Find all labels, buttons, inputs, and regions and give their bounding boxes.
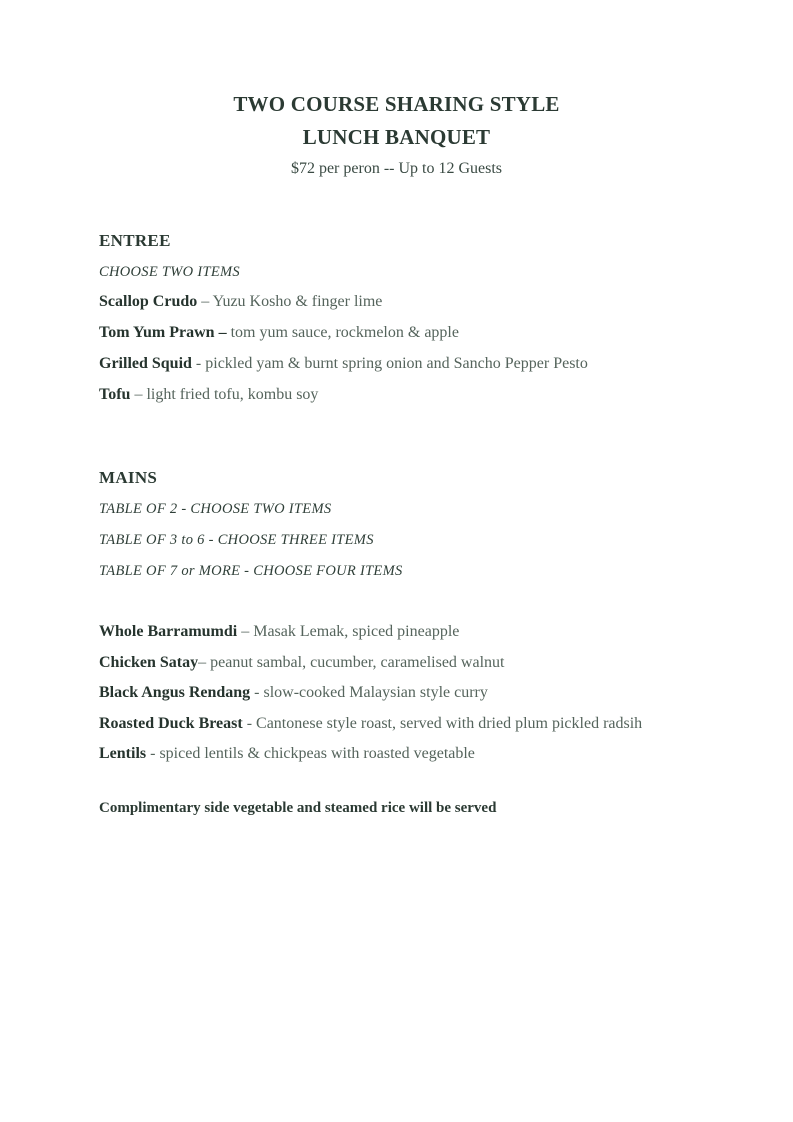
- dish-description: - slow-cooked Malaysian style curry: [250, 684, 488, 701]
- entree-heading: ENTREE: [99, 231, 171, 250]
- dish-name: Chicken Satay: [99, 654, 199, 671]
- dish-name: Lentils: [99, 745, 147, 762]
- dish-name: Whole Barramumdi: [99, 623, 238, 640]
- entree-item: [99, 356, 588, 372]
- mains-item: [99, 655, 504, 671]
- entree-item: [99, 325, 459, 341]
- dish-name: Tom Yum Prawn –: [99, 324, 227, 341]
- mains-instruction: TABLE OF 3 to 6 - CHOOSE THREE ITEMS: [99, 532, 374, 548]
- mains-item: [99, 746, 475, 762]
- dish-name: Scallop Crudo: [99, 293, 198, 310]
- page-title-line-2: LUNCH BANQUET: [302, 125, 491, 149]
- dish-description: tom yum sauce, rockmelon & apple: [226, 324, 459, 341]
- mains-instruction: TABLE OF 7 or MORE - CHOOSE FOUR ITEMS: [99, 563, 403, 579]
- mains-item: [99, 624, 459, 640]
- dish-description: - Cantonese style roast, served with dried plum pickled radsih: [242, 715, 643, 732]
- complimentary-note: Complimentary side vegetable and steamed rice will be served: [99, 800, 497, 816]
- dish-description: - pickled yam & burnt spring onion and Sancho Pepper Pesto: [191, 355, 588, 372]
- price-subtitle: $72 per peron -- Up to 12 Guests: [290, 160, 503, 177]
- entree-item: [99, 294, 382, 310]
- entree-instruction: CHOOSE TWO ITEMS: [99, 264, 240, 280]
- dish-description: – Masak Lemak, spiced pineapple: [237, 623, 460, 640]
- page-title-line-1: TWO COURSE SHARING STYLE: [233, 92, 560, 116]
- dish-name: Black Angus Rendang: [99, 684, 251, 701]
- dish-name: Tofu: [99, 386, 131, 403]
- entree-item: [99, 387, 318, 403]
- mains-item: [99, 716, 642, 732]
- mains-heading: MAINS: [99, 468, 158, 487]
- dish-description: – Yuzu Kosho & finger lime: [197, 293, 383, 310]
- dish-description: - spiced lentils & chickpeas with roasted vegetable: [146, 745, 475, 762]
- mains-item: [99, 685, 488, 701]
- dish-description: – peanut sambal, cucumber, caramelised walnut: [198, 654, 505, 671]
- dish-name: Grilled Squid: [99, 355, 192, 372]
- dish-name: Roasted Duck Breast: [99, 715, 243, 732]
- mains-instruction: TABLE OF 2 - CHOOSE TWO ITEMS: [99, 501, 332, 517]
- dish-description: – light fried tofu, kombu soy: [130, 386, 319, 403]
